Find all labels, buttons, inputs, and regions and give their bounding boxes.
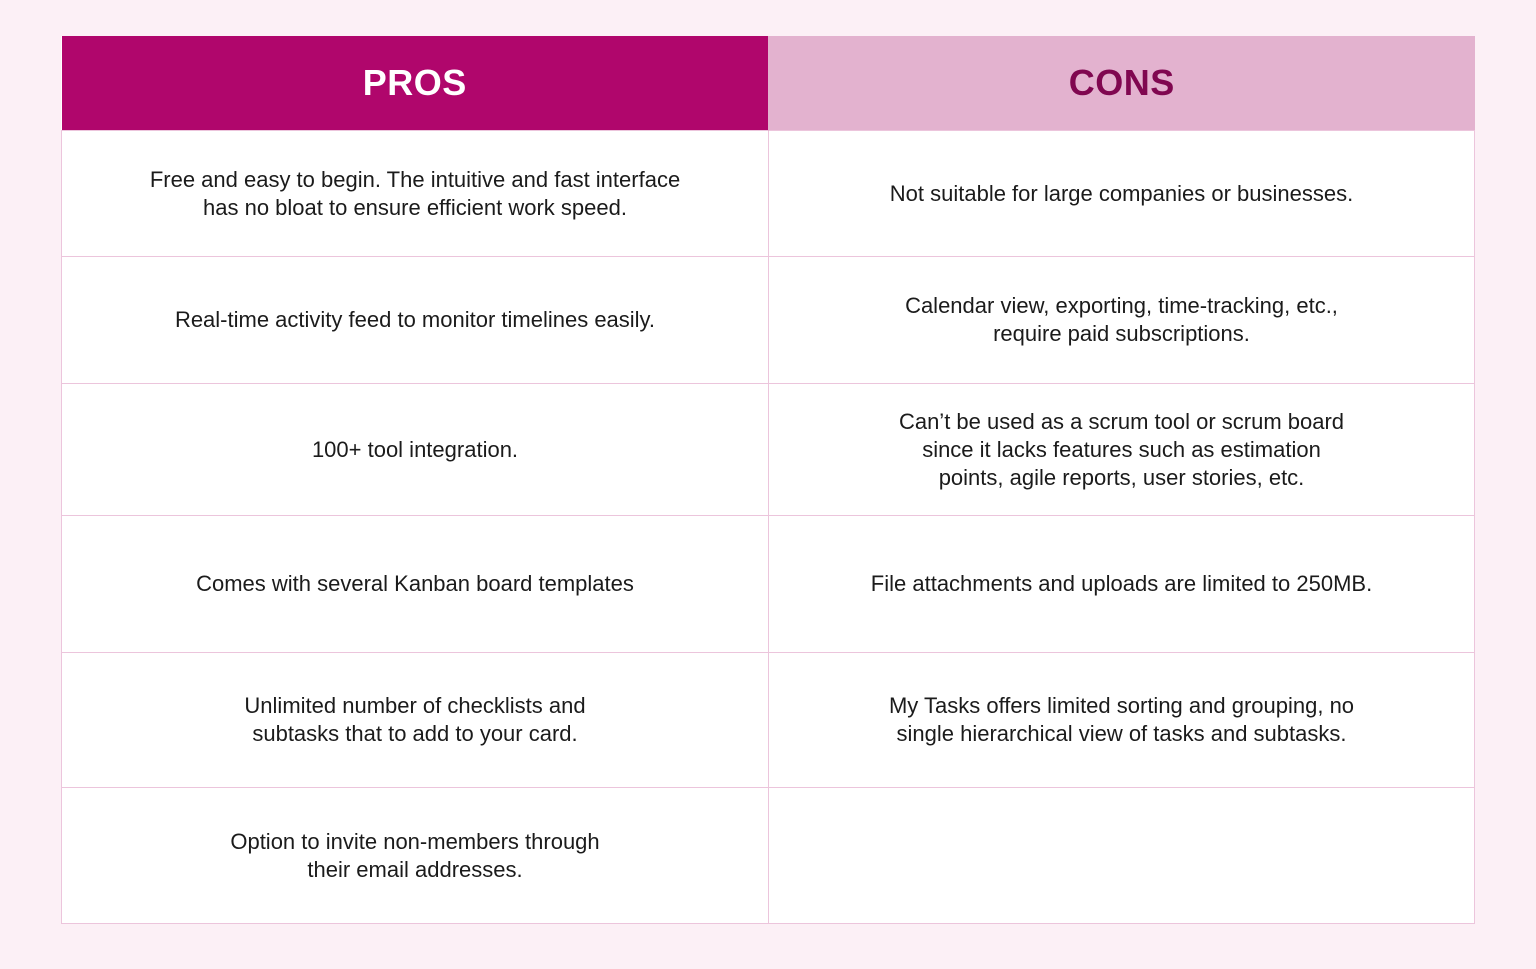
pros-cons-table xyxy=(61,36,1475,924)
pro-cell xyxy=(62,257,769,384)
con-text: My Tasks offers limited sorting and grouping, no single hierarchical view of tasks and subtasks. xyxy=(888,693,1355,746)
cons-header: CONS xyxy=(769,36,1475,131)
table-header-row xyxy=(62,36,1475,131)
pros-cons-table-container xyxy=(61,36,1474,921)
pro-text: 100+ tool integration. xyxy=(311,436,519,462)
con-text: File attachments and uploads are limited to 250MB. xyxy=(870,571,1373,596)
pro-text: Option to invite non-members through their email addresses. xyxy=(230,828,600,882)
con-text: Not suitable for large companies or businesses. xyxy=(889,180,1354,206)
con-cell xyxy=(769,257,1475,384)
con-cell xyxy=(769,653,1475,788)
table-row xyxy=(62,788,1475,924)
pro-cell xyxy=(62,788,769,924)
pro-text: Free and easy to begin. The intuitive and fast interface has no bloat to ensure efficient work speed. xyxy=(149,166,681,220)
table-row xyxy=(62,257,1475,384)
con-cell xyxy=(769,131,1475,257)
table-row xyxy=(62,653,1475,788)
table-row xyxy=(62,384,1475,516)
table-row xyxy=(62,131,1475,257)
table-row xyxy=(62,516,1475,653)
con-cell xyxy=(769,384,1475,516)
pro-text: Unlimited number of checklists and subtasks that to add to your card. xyxy=(244,693,586,746)
pro-cell xyxy=(62,384,769,516)
con-text: Calendar view, exporting, time-tracking, etc., require paid subscriptions. xyxy=(905,293,1338,346)
pros-header: PROS xyxy=(62,36,769,131)
pro-cell xyxy=(62,516,769,653)
pro-cell xyxy=(62,131,769,257)
con-cell xyxy=(769,516,1475,653)
con-cell-empty xyxy=(769,788,1475,924)
pro-text: Real-time activity feed to monitor timelines easily. xyxy=(174,307,656,332)
pro-text: Comes with several Kanban board templates xyxy=(196,571,634,596)
con-text: Can’t be used as a scrum tool or scrum board since it lacks features such as estimation points, agile reports, user stories, etc. xyxy=(898,408,1345,490)
pro-cell xyxy=(62,653,769,788)
